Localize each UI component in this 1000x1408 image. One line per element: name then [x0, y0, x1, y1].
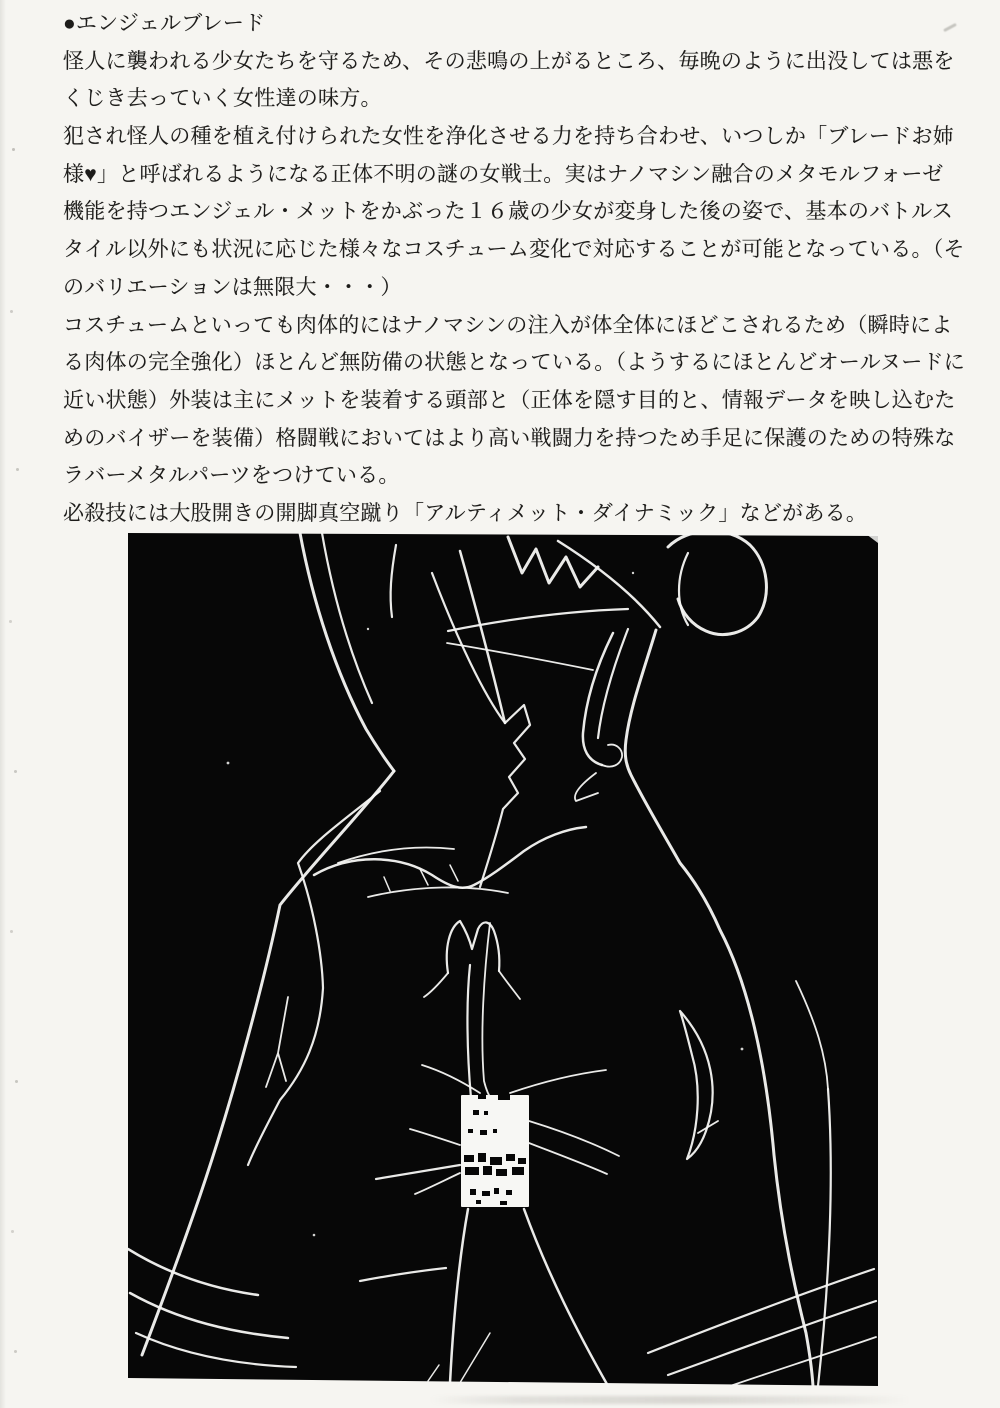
figure-black-plate: [128, 533, 878, 1386]
text-line: くじき去っていく女性達の味方。: [63, 87, 382, 111]
figure-sketch-svg: [128, 533, 878, 1389]
text-line: コスチュームといっても肉体的にはナノマシンの注入が体全体にほどこされるため（瞬時によ: [63, 313, 953, 337]
text-line: のバリエーションは無限大・・・）: [63, 275, 402, 299]
text-line: タイル以外にも状況に応じた様々なコスチューム変化で対応することが可能となっている。（そ: [63, 238, 965, 262]
text-line: 機能を持つエンジェル・メットをかぶった１６歳の少女が変身した後の姿で、基本のバトルス: [63, 200, 954, 224]
text-line: 怪人に襲われる少女たちを守るため、その悲鳴の上がるところ、毎晩のように出没しては悪を: [63, 49, 955, 73]
text-line: めのバイザーを装備）格闘戦においてはより高い戦闘力を持つため手足に保護のための特殊な: [63, 426, 956, 450]
page-title: ●エンジェルブレード: [63, 12, 266, 35]
text-line: ラバーメタルパーツをつけている。: [63, 464, 400, 488]
text-line: る肉体の完全強化）ほとんど無防備の状態となっている。（ようするにほとんどオールヌードに: [63, 351, 965, 375]
figure-panel: [128, 533, 878, 1389]
sketch-label-tag: [461, 1095, 529, 1207]
text-line: 必殺技には大股開きの開脚真空蹴り「アルティメット・ダイナミック」などがある。: [63, 501, 868, 525]
text-line: 様♥」と呼ばれるようになる正体不明の謎の女戦士。実はナノマシン融合のメタモルフォーゼ: [63, 162, 944, 186]
scan-noise-dots: [12, 148, 15, 151]
text-block: [63, 5, 965, 533]
text-line: 近い状態）外装は主にメットを装着する頭部と（正体を隠す目的と、情報データを映し込むた: [63, 388, 956, 412]
bottom-bleed-smudge: [430, 1396, 910, 1404]
text-line: 犯され怪人の種を植え付けられた女性を浄化させる力を持ち合わせ、いつしか「ブレードお姉: [63, 125, 955, 149]
